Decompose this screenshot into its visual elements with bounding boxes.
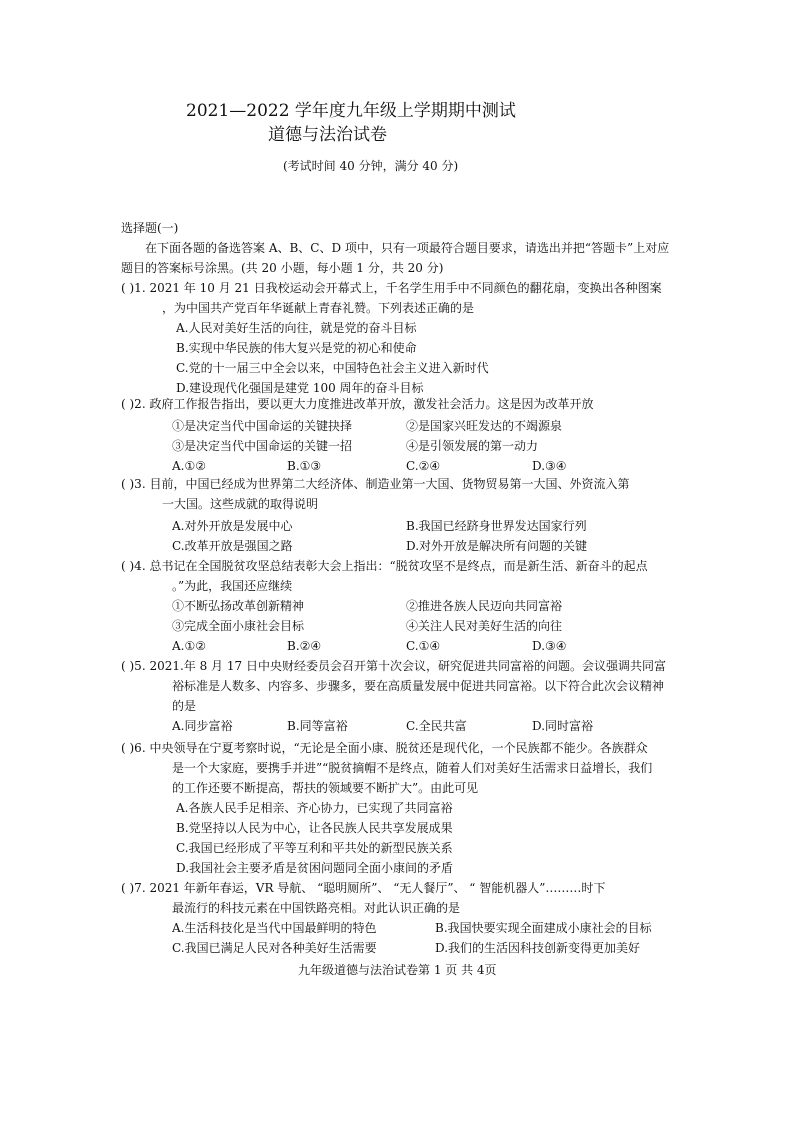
- answer-option: A.①②: [172, 639, 206, 653]
- answer-option: C.全民共富: [406, 719, 467, 733]
- answer-option: B.②④: [287, 639, 322, 653]
- answer-option: A.生活科技化是当代中国最鲜明的特色: [172, 921, 377, 935]
- answer-option: A.①②: [172, 459, 206, 473]
- answer-option: A.各族人民手足相亲、齐心协力，已实现了共同富裕: [176, 801, 453, 815]
- page-footer: 九年级道德与法治试卷第 1 页 共 4页: [298, 963, 497, 977]
- section-instruction: 题目的答案标号涂黑。(共 20 小题，每小题 1 分，共 20 分): [121, 261, 444, 275]
- section-instruction: 在下面各题的备选答案 A、B、C、D 项中，只有一项最符合题目要求，请选出并把“答题卡”上对应: [145, 241, 670, 255]
- answer-option: C.①④: [406, 639, 441, 653]
- exam-subtitle: 道德与法治试卷: [268, 125, 387, 145]
- answer-option: D.对外开放是解决所有问题的关键: [406, 539, 588, 553]
- answer-option: D.我们的生活因科技创新变得更加美好: [435, 941, 641, 955]
- answer-option: B.我国已经跻身世界发达国家行列: [406, 519, 587, 533]
- answer-option: A.人民对美好生活的向往，就是党的奋斗目标: [176, 321, 417, 335]
- answer-option: D.建设现代化强国是建党 100 周年的奋斗目标: [176, 381, 424, 395]
- statement-item: ③是决定当代中国命运的关键一招: [172, 439, 353, 453]
- question-stem: 最流行的科技元素在中国铁路亮相。对此认识正确的是: [172, 901, 461, 915]
- answer-option: C.②④: [406, 459, 441, 473]
- question-stem: 是一个大家庭，要携手并进”“脱贫摘帽不是终点，随着人们对美好生活需求日益增长，我们: [172, 761, 653, 775]
- question-stem: ( )7. 2021 年新年春运，VR 导航、 “聪明厕所”、 “无人餐厅”、 “ 智能机器人”………时下: [121, 881, 606, 895]
- answer-option: A.同步富裕: [172, 719, 233, 733]
- answer-option: C.改革开放是强国之路: [172, 539, 293, 553]
- statement-item: ①不断弘扬改革创新精神: [172, 599, 305, 613]
- answer-option: D.③④: [532, 639, 567, 653]
- question-stem: 一大国。这些成就的取得说明: [162, 497, 319, 511]
- answer-option: A.对外开放是发展中心: [172, 519, 293, 533]
- answer-option: D.我国社会主要矛盾是贫困问题同全面小康间的矛盾: [176, 861, 454, 875]
- statement-item: ②推进各族人民迈向共同富裕: [406, 599, 563, 613]
- answer-option: B.党坚持以人民为中心，让各民族人民共享发展成果: [176, 821, 453, 835]
- exam-info: (考试时间 40 分钟，满分 40 分): [283, 159, 459, 173]
- question-stem: ，为中国共产党百年华诞献上青春礼赞。下列表述正确的是: [162, 301, 475, 315]
- question-stem: 裕标准是人数多、内容多、步骤多，要在高质量发展中促进共同富裕。以下符合此次会议精神: [172, 679, 665, 693]
- question-stem: ( )4. 总书记在全国脱贫攻坚总结表彰大会上指出：“脱贫攻坚不是终点，而是新生活、新奋斗的起点: [121, 559, 648, 573]
- answer-option: B.我国快要实现全面建成小康社会的目标: [435, 921, 652, 935]
- answer-option: D.③④: [532, 459, 567, 473]
- answer-option: B.实现中华民族的伟大复兴是党的初心和使命: [176, 341, 417, 355]
- answer-option: C.我国已经形成了平等互利和平共处的新型民族关系: [176, 841, 453, 855]
- question-stem: ( )6. 中央领导在宁夏考察时说，“无论是全面小康、脱贫还是现代化，一个民族都不能少。各族群众: [121, 741, 648, 755]
- question-stem: ( )5. 2021.年 8 月 17 日中央财经委员会召开第十次会议，研究促进共同富裕的问题。会议强调共同富: [121, 659, 666, 673]
- question-stem: ( )1. 2021 年 10 月 21 日我校运动会开幕式上，千名学生用手中不同颜色的翻花扇，变换出各种图案: [121, 281, 662, 295]
- question-stem: 。”为此，我国还应继续: [172, 579, 293, 593]
- answer-option: D.同时富裕: [532, 719, 594, 733]
- section-label: 选择题(一): [121, 221, 179, 235]
- statement-item: ③完成全面小康社会目标: [172, 619, 305, 633]
- exam-title: 2021—2022 学年度九年级上学期期中测试: [186, 101, 516, 121]
- statement-item: ④关注人民对美好生活的向往: [406, 619, 563, 633]
- answer-option: C.党的十一届三中全会以来，中国特色社会主义进入新时代: [176, 361, 489, 375]
- statement-item: ②是国家兴旺发达的不竭源泉: [406, 419, 563, 433]
- statement-item: ①是决定当代中国命运的关键抉择: [172, 419, 353, 433]
- question-stem: ( )2. 政府工作报告指出，要以更大力度推进改革开放，激发社会活力。这是因为改革开放: [121, 397, 594, 411]
- answer-option: C.我国已满足人民对各种美好生活需要: [172, 941, 377, 955]
- question-stem: 的工作还要不断提高，帮扶的领域要不断扩大”。由此可见: [172, 781, 479, 795]
- answer-option: B.①③: [287, 459, 322, 473]
- question-stem: ( )3. 目前，中国已经成为世界第二大经济体、制造业第一大国、货物贸易第一大国、外资流入第: [121, 477, 630, 491]
- statement-item: ④是引领发展的第一动力: [406, 439, 539, 453]
- question-stem: 的是: [172, 699, 197, 713]
- answer-option: B.同等富裕: [287, 719, 348, 733]
